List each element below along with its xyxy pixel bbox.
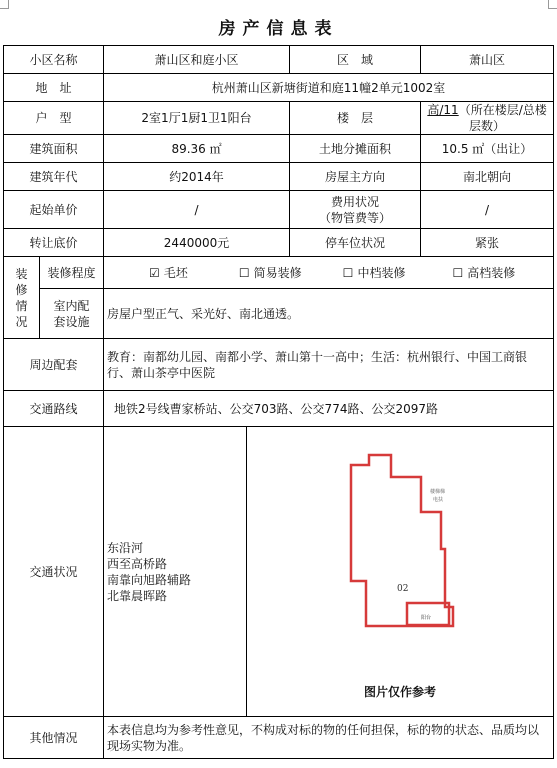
layout-label: 户 型 <box>4 102 104 135</box>
fee-label-line-1: 费用状况 <box>331 194 380 209</box>
land-area-label: 土地分摊面积 <box>290 135 421 163</box>
facility-label <box>40 289 104 339</box>
traffic-value <box>104 427 247 717</box>
area-label: 建筑面积 <box>4 135 104 163</box>
start-price-value: / <box>104 191 290 229</box>
table-row <box>4 46 554 74</box>
floor-note: （所在楼层/总楼层数） <box>458 103 547 133</box>
table-row <box>4 717 554 759</box>
table-row <box>4 391 554 427</box>
transport-route-label: 交通路线 <box>4 391 104 427</box>
option-label: 毛坯 <box>163 265 188 280</box>
checkbox-empty-icon: ☐ <box>452 265 464 280</box>
checkbox-empty-icon: ☐ <box>342 265 354 280</box>
table-row <box>4 257 554 289</box>
floor-plan-walls <box>351 455 453 626</box>
table-row <box>4 191 554 229</box>
floor-plan-stair-label-2: 电扶 <box>433 497 444 503</box>
community-value: 萧山区和庭小区 <box>104 46 290 74</box>
decoration-group-char: 装 <box>15 266 28 281</box>
district-label: 区 域 <box>290 46 421 74</box>
floor-plan-cell <box>247 427 554 717</box>
table-row <box>4 163 554 191</box>
facility-value: 房屋户型正气、采光好、南北通透。 <box>104 289 554 339</box>
page-title: 房产信息表 <box>218 19 339 39</box>
floor-label: 楼 层 <box>290 102 421 135</box>
transfer-price-value: 2440000元 <box>104 229 290 257</box>
floor-plan-room-label: 02 <box>397 584 409 594</box>
decoration-group-char: 情 <box>15 298 28 313</box>
table-row <box>4 339 554 391</box>
option-high[interactable] <box>453 265 516 281</box>
traffic-line: 东沿河 <box>107 540 144 555</box>
other-value: 本表信息均为参考性意见，不构成对标的物的任何担保，标的物的状态、品质均以现场实物为准。 <box>104 717 554 759</box>
floor-plan-outline <box>351 455 453 626</box>
checkbox-empty-icon: ☐ <box>238 265 250 280</box>
floor-plan-image <box>247 427 553 717</box>
decoration-options <box>104 257 554 289</box>
option-simple[interactable] <box>239 265 339 281</box>
year-label: 建筑年代 <box>4 163 104 191</box>
checkbox-checked-icon: ☑ <box>149 265 160 280</box>
table-row <box>4 135 554 163</box>
other-label: 其他情况 <box>4 717 104 759</box>
crop-mark-top-right <box>548 0 557 9</box>
table-row <box>4 229 554 257</box>
table-row <box>4 289 554 339</box>
parking-label: 停车位状况 <box>290 229 421 257</box>
option-mid[interactable] <box>343 265 449 281</box>
option-label: 高档装修 <box>467 265 516 280</box>
fee-label-line-2: （物管费等） <box>319 210 392 225</box>
table-row <box>4 74 554 102</box>
floor-plan-balcony-label: 阳台 <box>421 615 432 621</box>
facility-label-line-2: 套设施 <box>53 314 90 329</box>
facility-label-line-1: 室内配 <box>53 298 90 313</box>
property-info-table <box>3 45 554 759</box>
address-value: 杭州萧山区新塘街道和庭11幢2单元1002室 <box>104 74 554 102</box>
address-label: 地 址 <box>4 74 104 102</box>
table-row <box>4 427 554 717</box>
decoration-group-label <box>4 257 40 339</box>
floor-value: 高/11 <box>427 103 459 117</box>
decoration-group-char: 修 <box>15 282 28 297</box>
floor-plan-stair-label-1: 楼梯梯 <box>430 489 446 495</box>
land-area-value: 10.5 ㎡（出让） <box>421 135 554 163</box>
floor-plan-caption: 图片仅作参考 <box>364 685 437 699</box>
traffic-line: 南靠向旭路辅路 <box>107 572 192 587</box>
crop-mark-top-left <box>0 0 9 9</box>
orientation-value: 南北朝向 <box>421 163 554 191</box>
district-value: 萧山区 <box>421 46 554 74</box>
table-row <box>4 102 554 135</box>
year-value: 约2014年 <box>104 163 290 191</box>
layout-value: 2室1厅1厨1卫1阳台 <box>104 102 290 135</box>
area-value: 89.36 ㎡ <box>104 135 290 163</box>
floor-cell <box>421 102 554 135</box>
traffic-line: 北靠晨晖路 <box>107 588 168 603</box>
community-label: 小区名称 <box>4 46 104 74</box>
traffic-line: 西至高桥路 <box>107 556 168 571</box>
parking-value: 紧张 <box>421 229 554 257</box>
surroundings-label: 周边配套 <box>4 339 104 391</box>
transfer-price-label: 转让底价 <box>4 229 104 257</box>
fee-value: / <box>421 191 554 229</box>
transport-route-value: 地铁2号线曹家桥站、公交703路、公交774路、公交2097路 <box>104 391 554 427</box>
orientation-label: 房屋主方向 <box>290 163 421 191</box>
traffic-label: 交通状况 <box>4 427 104 717</box>
option-rough[interactable] <box>149 265 235 281</box>
option-label: 中档装修 <box>357 265 406 280</box>
fee-label <box>290 191 421 229</box>
start-price-label: 起始单价 <box>4 191 104 229</box>
floor-plan-balcony <box>407 603 449 625</box>
surroundings-value: 教育：南都幼儿园、南都小学、萧山第十一高中；生活：杭州银行、中国工商银行、萧山茶亭中医院 <box>104 339 554 391</box>
decoration-level-label: 装修程度 <box>40 257 104 289</box>
option-label: 简易装修 <box>253 265 302 280</box>
decoration-group-char: 况 <box>15 314 28 329</box>
